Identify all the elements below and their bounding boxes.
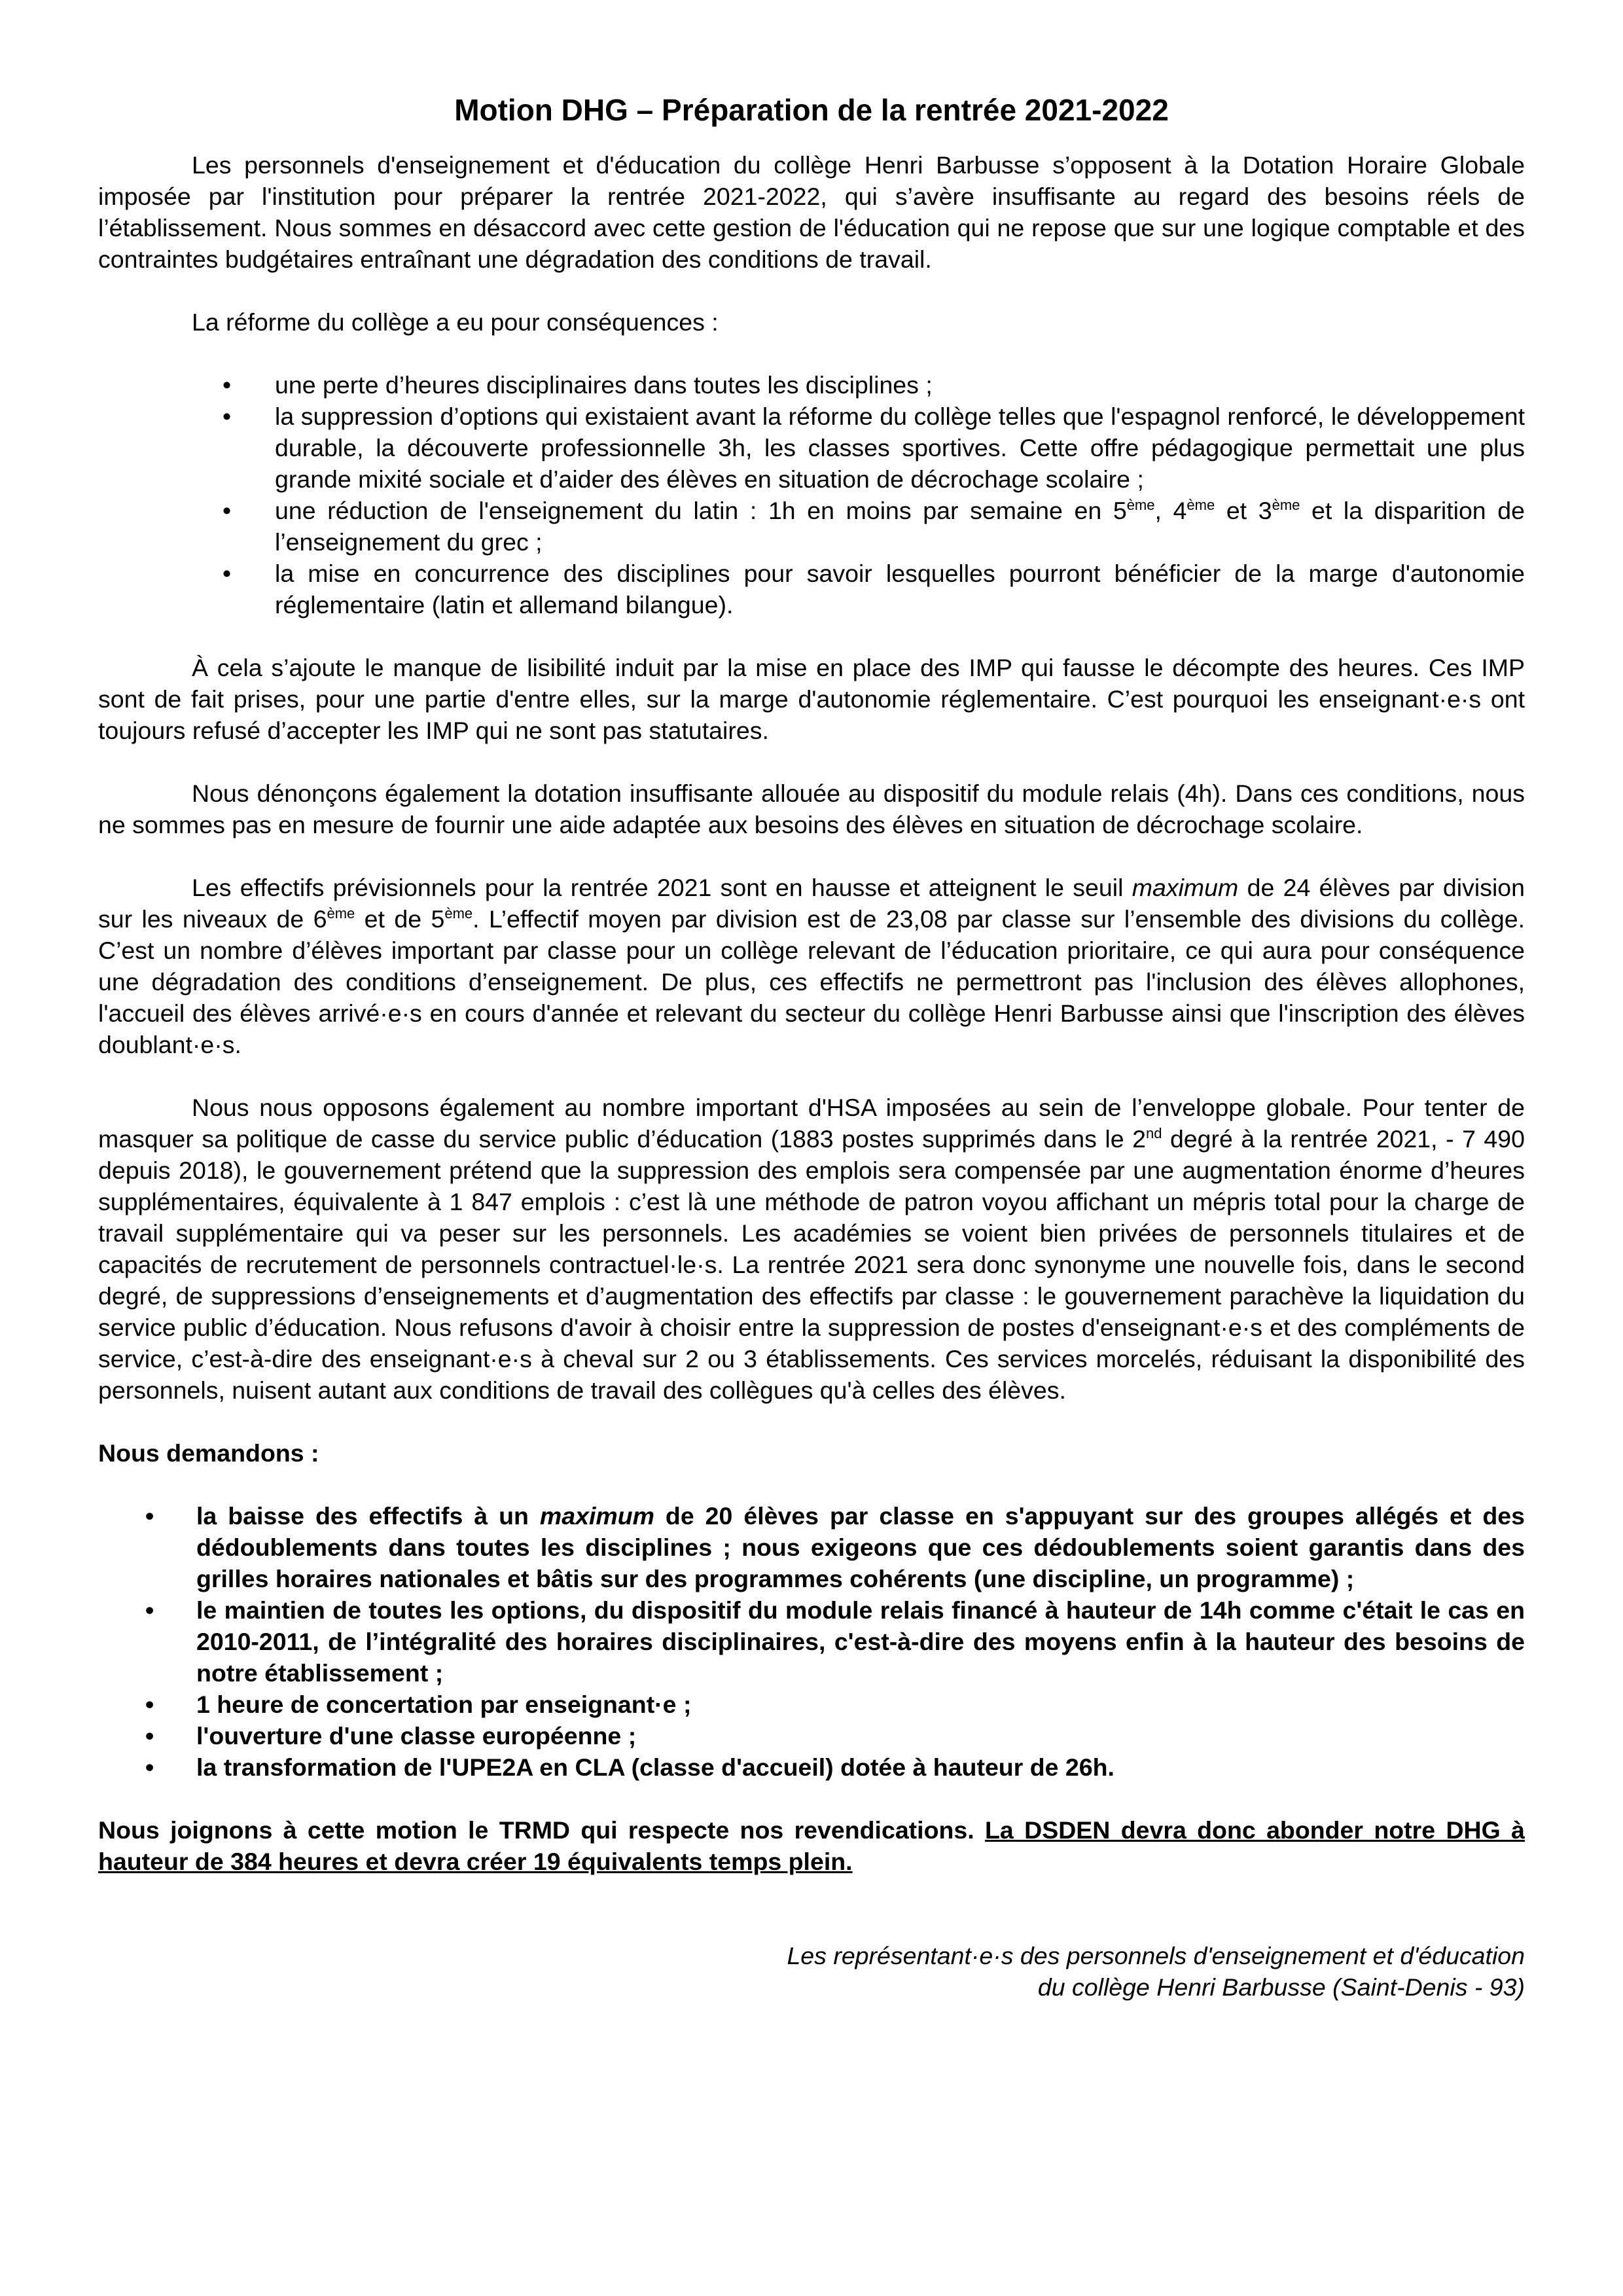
hsa-paragraph xyxy=(98,1092,1525,1406)
emphasis-text: maximum xyxy=(1132,874,1239,901)
list-item xyxy=(223,369,1525,401)
intro-paragraph: Les personnels d'enseignement et d'éducation du collège Henri Barbusse s’opposent à la Dotation Horaire Globale imposée par l'institution pour préparer la rentrée 2021-2022, qui s’avère insuffisante au regard des besoins réels de l’établissement. Nous sommes en désaccord avec cette gestion de l'éducation qui ne repose que sur une logique comptable et des contraintes budgétaires entraînant une dégradation des conditions de travail. xyxy=(98,151,1525,273)
emphasis-text: maximum xyxy=(539,1502,654,1530)
closing-underlined-text: La DSDEN devra donc abonder notre DHG à hauteur de 384 heures et devra créer 19 équivalents temps plein. xyxy=(98,1816,1525,1875)
list-item-text: le maintien de toutes les options, du dispositif du module relais financé à hauteur de 14h comme c'était le cas en 2010-2011, de l’intégralité des horaires disciplinaires, c'est-à-dire des moyens enfin à la hauteur des besoins de notre établissement ; xyxy=(196,1596,1525,1687)
imp-paragraph: À cela s’ajoute le manque de lisibilité induit par la mise en place des IMP qui fausse le décompte des heures. Ces IMP sont de fait prises, pour une partie d'entre elles, sur la marge d'autonomie réglementaire. C’est pourquoi les enseignant·e·s ont toujours refusé d’accepter les IMP qui ne sont pas statutaires. xyxy=(98,654,1525,744)
effectifs-paragraph xyxy=(98,872,1525,1060)
bullet-icon: • xyxy=(223,497,232,524)
superscript: ème xyxy=(1272,497,1300,513)
paragraph-text: degré à la rentrée 2021, - 7 490 depuis 2018), le gouvernement prétend que la suppression des emplois sera compensée par une augmentation énorme d’heures supplémentaires, équivalente à 1 847 emplois : c’est là une méthode de patron voyou affichant un mépris total pour la charge de travail supplémentaire qui va peser sur les personnels. Les académies se voient bien privées de personnels titulaires et de capacités de recrutement de personnels contractuel·le·s. La rentrée 2021 sera donc synonyme une nouvelle fois, dans le second degré, de suppressions d’enseignements et d’augmentation des effectifs par classe : le gouvernement parachève la liquidation du service public d’éducation. Nous refusons d'avoir à choisir entre la suppression de postes d'enseignant·e·s et des compléments de service, c’est-à-dire des enseignant·e·s à cheval sur 2 ou 3 établissements. Ces services morcelés, réduisant la disponibilité des personnels, nuisent autant aux conditions de travail des collègues qu'à celles des élèves. xyxy=(98,1125,1525,1404)
list-item xyxy=(145,1689,1525,1720)
signature-block xyxy=(98,1940,1525,2003)
list-item-text: la mise en concurrence des disciplines pour savoir lesquelles pourront bénéficier de la marge d'autonomie réglementaire (latin et allemand bilangue). xyxy=(275,560,1525,619)
list-item-text: , 4 xyxy=(1154,497,1187,524)
superscript: ème xyxy=(444,905,473,922)
list-item xyxy=(223,495,1525,558)
list-item-text: la transformation de l'UPE2A en CLA (classe d'accueil) dotée à hauteur de 26h. xyxy=(196,1753,1115,1781)
list-item xyxy=(145,1594,1525,1689)
superscript: ème xyxy=(1186,497,1215,513)
list-item xyxy=(145,1751,1525,1783)
list-item-text: une perte d’heures disciplinaires dans toutes les disciplines ; xyxy=(275,371,933,399)
bullet-icon: • xyxy=(145,1691,154,1718)
bullet-icon: • xyxy=(145,1596,154,1624)
list-item-text: la baisse des effectifs à un xyxy=(196,1502,540,1530)
list-item-text: 1 heure de concertation par enseignant·e ; xyxy=(196,1691,692,1718)
paragraph-text: Les effectifs prévisionnels pour la rentrée 2021 sont en hausse et atteignent le seuil xyxy=(192,874,1132,901)
list-item-text: l'ouverture d'une classe européenne ; xyxy=(196,1722,637,1749)
closing-text: Nous joignons à cette motion le TRMD qui respecte nos revendications. xyxy=(98,1816,986,1844)
relais-paragraph: Nous dénonçons également la dotation insuffisante allouée au dispositif du module relais (4h). Dans ces conditions, nous ne sommes pas en mesure de fournir une aide adaptée aux besoins des élèves en situation de décrochage scolaire. xyxy=(98,780,1525,838)
paragraph-text: et de 5 xyxy=(355,905,445,933)
paragraph-text: . L’effectif moyen par division est de 23,08 par classe sur l’ensemble des divisions du collège. C’est un nombre d’élèves important par classe pour un collège relevant de l’éducation prioritaire, ce qui aura pour conséquence une dégradation des conditions d’enseignement. De plus, ces effectifs ne permettront pas l'inclusion des élèves allophones, l'accueil des élèves arrivé·e·s en cours d'année et relevant du secteur du collège Henri Barbusse ainsi que l'inscription des élèves doublant·e·s. xyxy=(98,905,1525,1058)
bullet-icon: • xyxy=(223,403,232,430)
paragraph-text: Nous nous opposons également au nombre important d'HSA imposées au sein de l’enveloppe globale. Pour tenter de masquer sa politique de casse du service public d’éducation (1883 postes supprimés dans le 2 xyxy=(98,1094,1525,1153)
list-item-text: de 20 élèves par classe en s'appuyant sur des groupes allégés et des dédoublements dans toutes les disciplines ; nous exigeons que ces dédoublements soient garantis dans des grilles horaires nationales et bâtis sur des programmes cohérents (une discipline, un programme) ; xyxy=(196,1502,1525,1592)
list-item xyxy=(223,558,1525,620)
bullet-icon: • xyxy=(223,371,232,399)
list-item-text: et 3 xyxy=(1215,497,1272,524)
bullet-icon: • xyxy=(145,1722,154,1749)
list-item xyxy=(145,1720,1525,1751)
demands-list xyxy=(98,1500,1525,1783)
document-page xyxy=(98,92,1525,2003)
list-item xyxy=(223,401,1525,495)
closing-paragraph xyxy=(98,1814,1525,1877)
demands-heading: Nous demandons : xyxy=(98,1439,319,1467)
paragraph-text: de 24 élèves par division sur les niveaux de 6 xyxy=(98,874,1525,933)
superscript: ème xyxy=(1126,497,1155,513)
consequences-list xyxy=(98,369,1525,620)
bullet-icon: • xyxy=(145,1753,154,1781)
signature-line-1: Les représentant·e·s des personnels d'enseignement et d'éducation xyxy=(787,1942,1525,1969)
bullet-icon: • xyxy=(145,1502,154,1530)
list-item-text: la suppression d’options qui existaient avant la réforme du collège telles que l'espagnol renforcé, le développement durable, la découverte professionnelle 3h, les classes sportives. Cette offre pédagogique permettait une plus grande mixité sociale et d’aider des élèves en situation de décrochage scolaire ; xyxy=(275,403,1525,493)
document-title: Motion DHG – Préparation de la rentrée 2021-2022 xyxy=(454,93,1169,127)
signature-line-2: du collège Henri Barbusse (Saint-Denis - 93) xyxy=(1037,1973,1525,2001)
superscript: nd xyxy=(1145,1125,1162,1141)
list-item xyxy=(145,1500,1525,1594)
reform-lead: La réforme du collège a eu pour conséquences : xyxy=(192,308,719,336)
list-item-text: et la disparition de l’enseignement du grec ; xyxy=(275,497,1525,556)
bullet-icon: • xyxy=(223,560,232,587)
superscript: ème xyxy=(327,905,355,922)
list-item-text: une réduction de l'enseignement du latin : 1h en moins par semaine en 5 xyxy=(275,497,1127,524)
